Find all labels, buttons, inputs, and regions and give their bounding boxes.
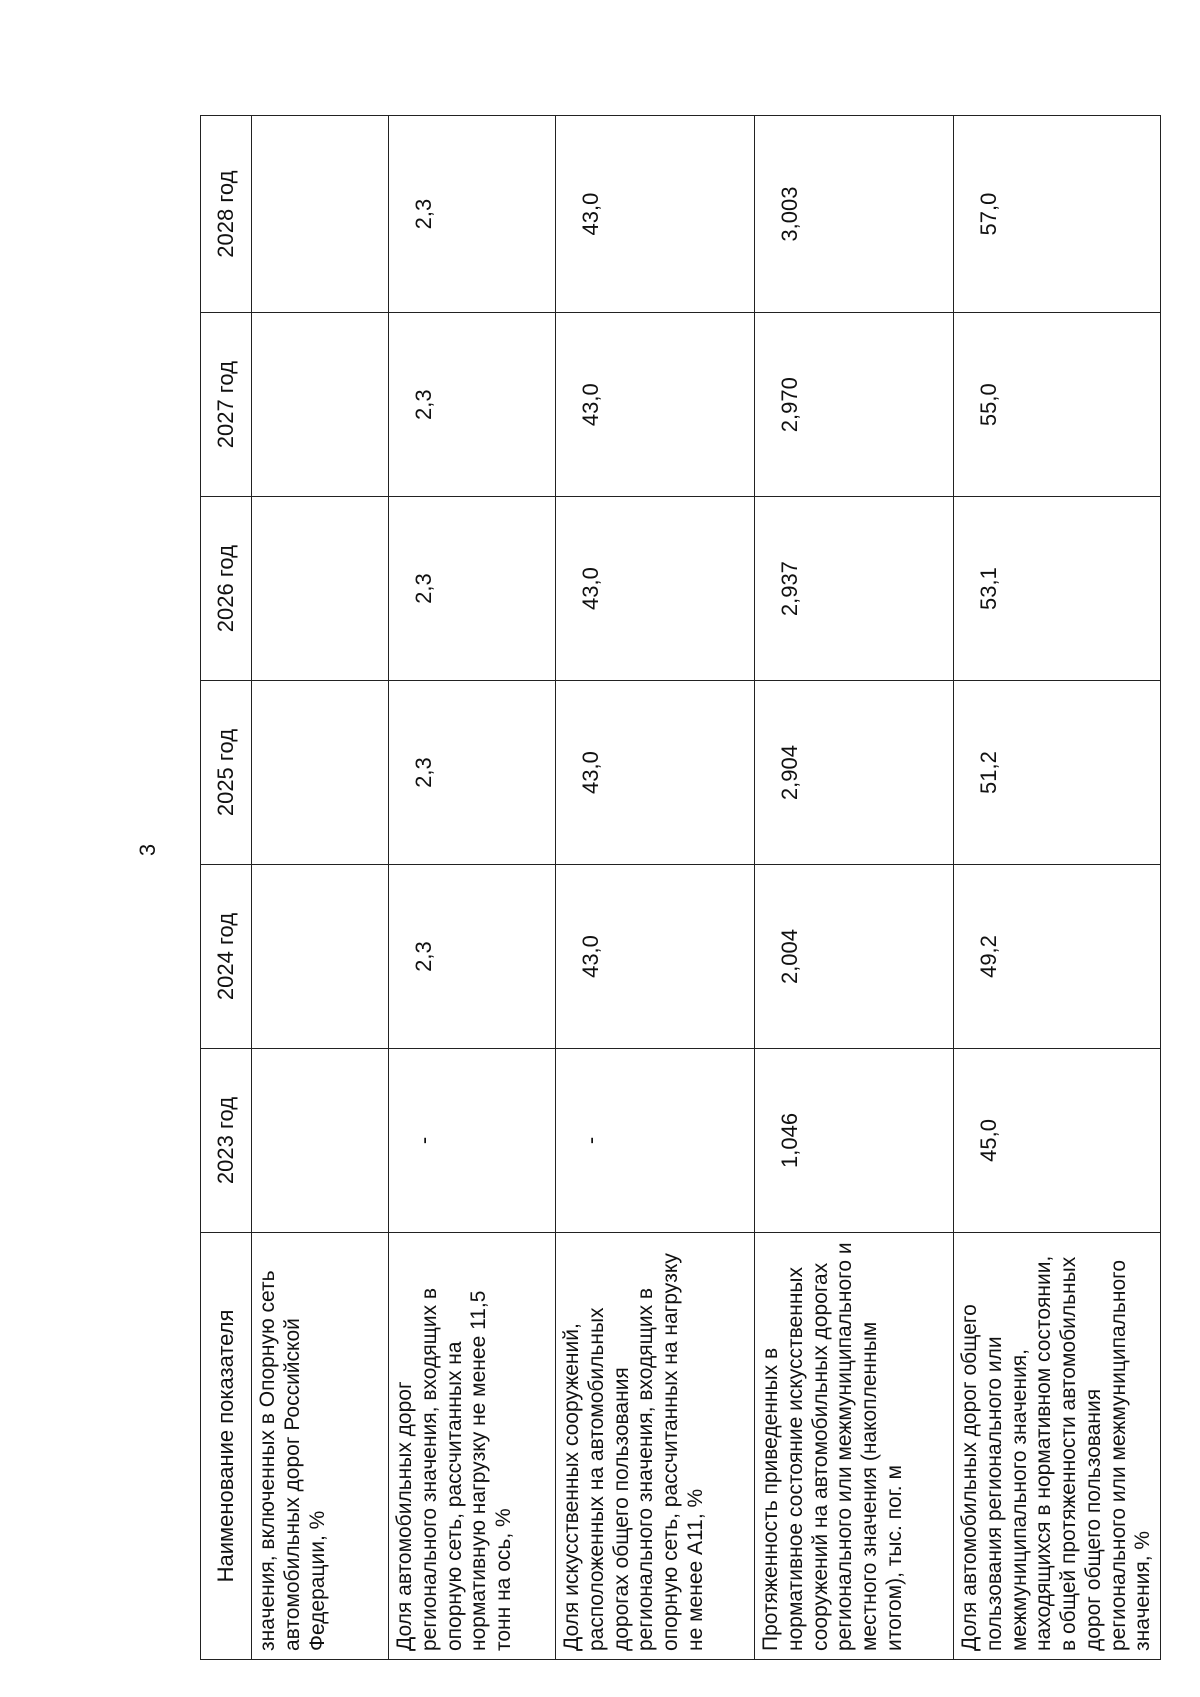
value-cell: 3,003 (755, 116, 954, 313)
indicator-name-cell: Доля автомобильных дорог регионального значения, входящих в опорную сеть, рассчитанных на нормативную нагрузку не менее 11,5 тонн на ось, % (389, 1232, 556, 1659)
value-cell: 2,3 (389, 116, 556, 313)
header-year-2027: 2027 год (201, 313, 252, 497)
table-row (755, 116, 954, 1660)
value-cell: 2,3 (389, 313, 556, 497)
value-cell: - (389, 1048, 556, 1232)
table-row (556, 116, 755, 1660)
value-cell: 51,2 (954, 681, 1161, 865)
header-year-2028: 2028 год (201, 116, 252, 313)
value-cell: 2,3 (389, 681, 556, 865)
value-cell: 55,0 (954, 313, 1161, 497)
value-cell: 2,904 (755, 681, 954, 865)
indicators-table (200, 115, 1161, 1660)
indicator-name-cell: Доля автомобильных дорог общего пользования регионального или межмуниципального значения, находящихся в нормативном состоянии, в общей протяженности автомобильных дорог общего пользования регионального или межмуниципального значения, % (954, 1232, 1161, 1659)
value-cell (252, 497, 389, 681)
value-cell: 2,970 (755, 313, 954, 497)
rotated-table-container (200, 115, 1155, 1660)
value-cell: 43,0 (556, 681, 755, 865)
value-cell: 2,937 (755, 497, 954, 681)
value-cell: 53,1 (954, 497, 1161, 681)
value-cell: 2,3 (389, 865, 556, 1049)
value-cell (252, 313, 389, 497)
value-cell: 2,004 (755, 865, 954, 1049)
value-cell (252, 116, 389, 313)
header-year-2024: 2024 год (201, 865, 252, 1049)
indicator-name-cell: Протяженность приведенных в нормативное состояние искусственных сооружений на автомобильных дорогах регионального или межмуниципального и местного значения (накопленным итогом), тыс. пог. м (755, 1232, 954, 1659)
header-year-2025: 2025 год (201, 681, 252, 865)
header-indicator-name: Наименование показателя (201, 1232, 252, 1659)
table-row (389, 116, 556, 1660)
table-row (954, 116, 1161, 1660)
value-cell: 43,0 (556, 865, 755, 1049)
value-cell: 2,3 (389, 497, 556, 681)
value-cell: 45,0 (954, 1048, 1161, 1232)
value-cell (252, 1048, 389, 1232)
value-cell: 1,046 (755, 1048, 954, 1232)
value-cell: 43,0 (556, 497, 755, 681)
table-row (252, 116, 389, 1660)
value-cell: 57,0 (954, 116, 1161, 313)
value-cell: - (556, 1048, 755, 1232)
page-number: 3 (135, 843, 160, 857)
value-cell: 49,2 (954, 865, 1161, 1049)
header-year-2026: 2026 год (201, 497, 252, 681)
indicator-name-cell: значения, включенных в Опорную сеть автомобильных дорог Российской Федерации, % (252, 1232, 389, 1659)
value-cell (252, 681, 389, 865)
value-cell: 43,0 (556, 116, 755, 313)
value-cell (252, 865, 389, 1049)
indicator-name-cell: Доля искусственных сооружений, расположенных на автомобильных дорогах общего пользования регионального значения, входящих в опорную сеть, рассчитанных на нагрузку не менее А11, % (556, 1232, 755, 1659)
table-header-row (201, 116, 252, 1660)
value-cell: 43,0 (556, 313, 755, 497)
header-year-2023: 2023 год (201, 1048, 252, 1232)
